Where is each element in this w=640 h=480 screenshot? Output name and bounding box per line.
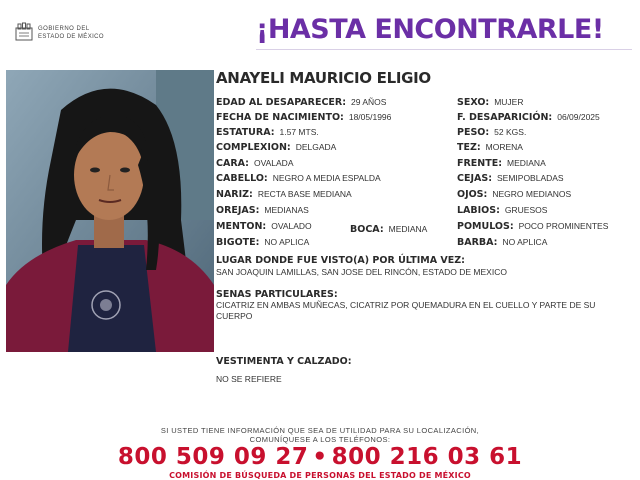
field-label: MENTON: <box>216 221 267 232</box>
field-label: NARIZ: <box>216 189 253 200</box>
field-label: FRENTE: <box>457 158 503 169</box>
field-value: POCO PROMINENTES <box>518 221 609 231</box>
phone-numbers <box>0 444 640 470</box>
coat-of-arms-icon <box>14 22 34 42</box>
field-label: CABELLO: <box>216 173 268 184</box>
field-value: DELGADA <box>295 142 337 152</box>
field-label: OJOS: <box>457 189 488 200</box>
field-value: 06/09/2025 <box>557 112 600 122</box>
field-fecha-nacimiento <box>216 110 391 124</box>
field-edad <box>216 95 386 109</box>
headline-divider <box>256 49 632 50</box>
field-value: SEMIPOBLADAS <box>497 173 564 183</box>
field-label: BARBA: <box>457 237 498 248</box>
field-cabello <box>216 171 381 185</box>
portrait-photo-icon <box>6 70 214 352</box>
field-sexo <box>457 95 523 109</box>
field-label: ESTATURA: <box>216 127 275 138</box>
field-value: 18/05/1996 <box>348 112 392 122</box>
person-name: ANAYELI MAURICIO ELIGIO <box>216 69 431 87</box>
field-value: NEGRO A MEDIA ESPALDA <box>272 173 381 183</box>
commission-name: COMISIÓN DE BÚSQUEDA DE PERSONAS DEL ESTADO DE MÉXICO <box>169 471 471 480</box>
field-label: CARA: <box>216 158 249 169</box>
field-value: NO APLICA <box>264 237 310 247</box>
field-menton <box>216 219 312 233</box>
logo-line-1: GOBIERNO DEL <box>38 26 90 32</box>
headline: ¡HASTA ENCONTRARLE! <box>256 14 604 45</box>
field-cejas <box>457 171 564 185</box>
last-seen-label: LUGAR DONDE FUE VISTO(A) POR ÚLTIMA VEZ: <box>216 255 465 266</box>
field-label: SEXO: <box>457 97 490 108</box>
field-value: 1.57 MTS. <box>279 127 319 137</box>
field-label: FECHA DE NACIMIENTO: <box>216 112 344 123</box>
field-value: MEDIANA <box>507 158 546 168</box>
field-label: TEZ: <box>457 142 481 153</box>
field-orejas <box>216 203 309 217</box>
missing-person-photo <box>6 70 214 352</box>
field-nariz <box>216 187 352 201</box>
logo-line-2: ESTADO DE MÉXICO <box>38 34 104 40</box>
field-bigote <box>216 235 309 249</box>
field-value: 29 AÑOS <box>351 97 387 107</box>
field-value: RECTA BASE MEDIANA <box>257 189 352 199</box>
vestimenta-value: NO SE REFIERE <box>216 374 282 384</box>
field-cara <box>216 156 294 170</box>
field-tez <box>457 140 523 154</box>
field-label: POMULOS: <box>457 221 514 232</box>
phone-separator: • <box>312 444 328 470</box>
last-seen-value: SAN JOAQUIN LAMILLAS, SAN JOSE DEL RINCÓN, ESTADO DE MEXICO <box>216 267 507 277</box>
field-barba <box>457 235 547 249</box>
contact-info-line-2: COMUNÍQUESE A LOS TELÉFONOS: <box>249 435 391 444</box>
phone-number-1[interactable]: 800 509 09 27 <box>117 444 309 470</box>
field-estatura <box>216 125 319 139</box>
senas-value: CICATRIZ EN AMBAS MUÑECAS, CICATRIZ POR QUEMADURA EN EL CUELLO Y PARTE DE SU CUERPO <box>216 300 596 321</box>
field-boca <box>350 222 427 236</box>
vestimenta-label: VESTIMENTA Y CALZADO: <box>216 356 352 367</box>
field-label: LABIOS: <box>457 205 500 216</box>
field-label: BOCA: <box>350 224 384 235</box>
field-labios <box>457 203 547 217</box>
field-label: OREJAS: <box>216 205 260 216</box>
field-value: MUJER <box>494 97 524 107</box>
field-value: MEDIANA <box>388 224 428 234</box>
field-label: CEJAS: <box>457 173 492 184</box>
field-label: COMPLEXION: <box>216 142 291 153</box>
field-label: BIGOTE: <box>216 237 260 248</box>
contact-info-line-1: SI USTED TIENE INFORMACIÓN QUE SEA DE UTILIDAD PARA SU LOCALIZACIÓN, <box>160 426 480 435</box>
field-value: 52 KGS. <box>494 127 527 137</box>
field-value: NO APLICA <box>502 237 548 247</box>
field-value: OVALADA <box>253 158 294 168</box>
field-value: MORENA <box>485 142 523 152</box>
field-complexion <box>216 140 336 154</box>
field-value: NEGRO MEDIANOS <box>492 189 572 199</box>
field-pomulos <box>457 219 608 233</box>
senas-label: SENAS PARTICULARES: <box>216 289 338 300</box>
field-label: F. DESAPARICIÓN: <box>457 112 553 123</box>
phone-number-2[interactable]: 800 216 03 61 <box>331 444 523 470</box>
field-value: GRUESOS <box>504 205 548 215</box>
field-label: PESO: <box>457 127 490 138</box>
field-value: MEDIANAS <box>264 205 309 215</box>
field-label: EDAD AL DESAPARECER: <box>216 97 347 108</box>
field-ojos <box>457 187 571 201</box>
field-frente <box>457 156 546 170</box>
field-fecha-desaparicion <box>457 110 600 124</box>
field-peso <box>457 125 526 139</box>
field-value: OVALADO <box>271 221 312 231</box>
government-logo <box>14 22 124 44</box>
